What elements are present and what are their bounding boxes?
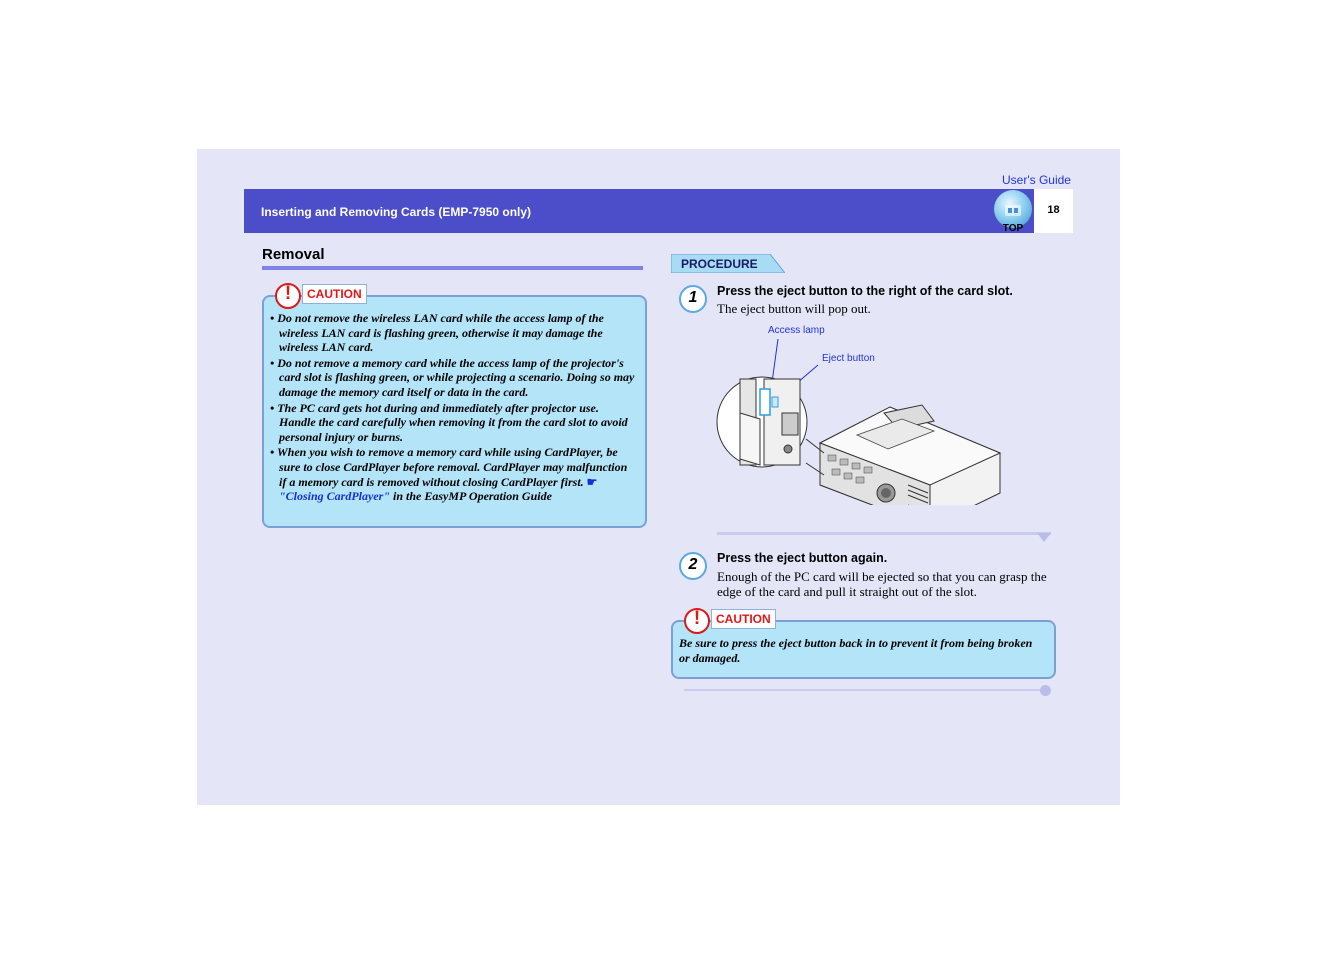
top-button[interactable] xyxy=(992,190,1034,234)
caution-item: • The PC card gets hot during and immediately after projector use. Handle the card carefully when removing it from the card slot to avoid personal injury or burns. xyxy=(270,400,628,444)
step-2-description: Enough of the PC card will be ejected so that you can grasp the edge of the card and pull it straight out of the slot. xyxy=(717,569,1047,599)
end-rule xyxy=(684,689,1045,691)
caution-label-right: CAUTION xyxy=(711,609,776,629)
caution-item-text: • When you wish to remove a memory card while using CardPlayer, be sure to close CardPlayer before removal. CardPlayer may malfunction if a memory card is removed without closing CardPlayer first. xyxy=(270,445,628,489)
caution-box-left xyxy=(262,295,647,528)
page-number: 18 xyxy=(1047,204,1060,216)
section-title: Removal xyxy=(262,246,325,263)
header-bar xyxy=(244,189,1034,233)
caution-item: • Do not remove the wireless LAN card while the access lamp of the wireless LAN card is flashing green, otherwise it may damage the wireless LAN card. xyxy=(270,311,604,355)
chapter-title: Inserting and Removing Cards (EMP-7950 only) xyxy=(261,205,532,219)
closing-cardplayer-link[interactable]: "Closing CardPlayer" xyxy=(279,489,390,504)
step-number-2: 2 xyxy=(679,552,707,580)
caution-list xyxy=(270,311,636,505)
procedure-tag xyxy=(671,254,785,273)
users-guide-link[interactable]: User's Guide xyxy=(1002,173,1071,187)
projector-illustration xyxy=(712,335,1012,505)
caution-item: • Do not remove a memory card while the access lamp of the projector's card slot is flashing green, or while projecting a scenario. Doing so may damage the memory card itself or data in the card. xyxy=(270,355,635,399)
caution-label: CAUTION xyxy=(302,284,367,304)
step-divider-arrow xyxy=(1037,533,1051,542)
access-lamp-callout: Access lamp xyxy=(768,325,825,336)
caution-right-text: Be sure to press the eject button back in to prevent it from being broken or damaged. xyxy=(679,636,1033,665)
procedure-label: PROCEDURE xyxy=(681,257,758,271)
caution-item-text-after: in the EasyMP Operation Guide xyxy=(390,489,552,504)
step-number-1: 1 xyxy=(679,285,707,313)
exclamation-icon: ! xyxy=(275,283,301,309)
exclamation-icon: ! xyxy=(684,608,710,634)
step-2-heading: Press the eject button again. xyxy=(717,551,888,565)
top-label: TOP xyxy=(1002,223,1024,234)
step-1-heading: Press the eject button to the right of the card slot. xyxy=(717,284,1013,298)
end-rule-dot xyxy=(1040,685,1051,696)
section-underline xyxy=(262,266,643,270)
caution-item-cardplayer xyxy=(270,445,636,503)
page-number-box xyxy=(1034,189,1073,233)
eject-button-callout: Eject button xyxy=(822,353,875,364)
step-divider xyxy=(717,532,1051,535)
pointing-hand-icon: ☛ xyxy=(586,474,598,489)
step-1-description: The eject button will pop out. xyxy=(717,301,871,316)
